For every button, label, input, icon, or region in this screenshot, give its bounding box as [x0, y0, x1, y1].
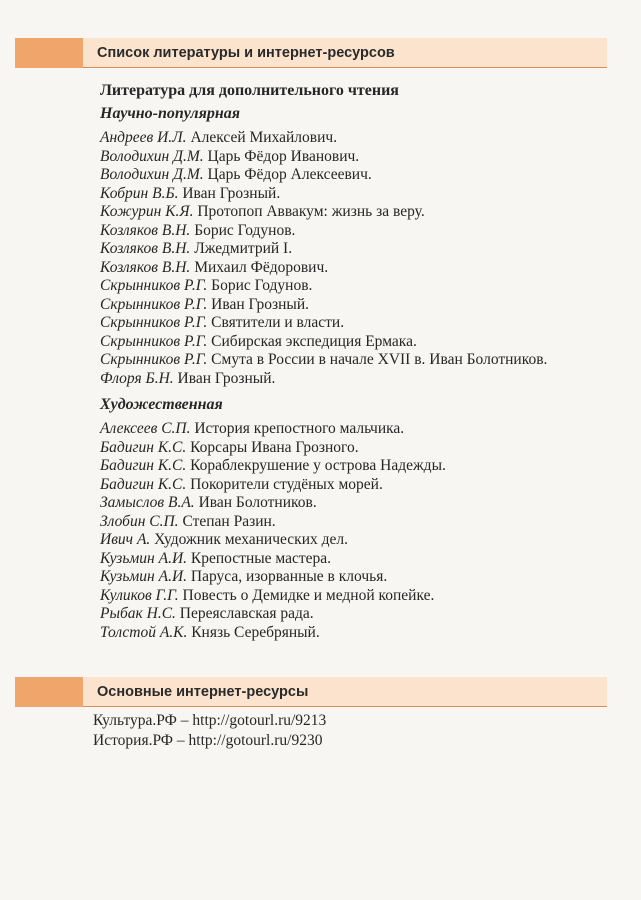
book-author: Бадигин К.С. [100, 457, 187, 474]
resource-url[interactable]: http://gotourl.ru/9213 [192, 712, 327, 729]
book-author: Володихин Д.М. [100, 166, 204, 183]
book-author: Бадигин К.С. [100, 475, 187, 493]
popular-subheading: Научно-популярная [100, 105, 240, 122]
internet-content [93, 711, 613, 751]
book-item [100, 513, 620, 532]
book-author: Козляков В.Н. [100, 258, 191, 276]
book-author: Кузьмин А.И. [100, 549, 188, 567]
book-item [100, 296, 620, 315]
literature-heading: Литература для дополнительного чтения [100, 82, 399, 99]
book-title: Повесть о Демидке и медной копейке. [182, 586, 435, 604]
fiction-subheading: Художественная [100, 396, 223, 413]
section-tab-accent [15, 38, 83, 68]
book-title: Иван Грозный. [177, 369, 276, 387]
book-author: Скрынников Р.Г. [100, 277, 208, 294]
book-title: Сибирская экспедиция Ермака. [211, 332, 417, 350]
book-item [100, 587, 620, 606]
literature-section-header [15, 38, 607, 68]
book-title: Корсары Ивана Грозного. [190, 438, 359, 456]
book-item [100, 333, 620, 352]
book-author: Рыбак Н.С. [100, 605, 176, 622]
book-title: Борис Годунов. [211, 277, 313, 294]
book-item [100, 370, 620, 389]
book-author: Замыслов В.А. [100, 494, 195, 511]
book-author: Андреев И.Л. [100, 129, 187, 146]
book-author: Куликов Г.Г. [100, 586, 179, 604]
book-author: Скрынников Р.Г. [100, 351, 208, 368]
book-item [100, 314, 620, 333]
book-title: Переяславская рада. [179, 605, 314, 622]
book-title: Паруса, изорванные в клочья. [190, 568, 388, 585]
book-author: Кобрин В.Б. [100, 184, 179, 202]
popular-list [100, 129, 620, 388]
internet-section-header [15, 677, 607, 707]
book-author: Алексеев С.П. [100, 420, 191, 437]
fiction-list [100, 420, 620, 642]
book-item [100, 222, 620, 241]
book-item [100, 185, 620, 204]
internet-section-title: Основные интернет-ресурсы [83, 677, 607, 707]
literature-content [100, 81, 620, 642]
book-item [100, 351, 620, 370]
resource-link-item: Культура.РФ – http://gotourl.ru/9213 [93, 712, 327, 729]
book-item [100, 439, 620, 458]
book-author: Козляков В.Н. [100, 221, 191, 239]
book-title: Иван Болотников. [198, 494, 317, 511]
book-title: Покорители студёных морей. [190, 475, 383, 493]
book-title: Степан Разин. [182, 512, 276, 530]
book-title: Святители и власти. [211, 314, 345, 331]
book-item [100, 476, 620, 495]
resource-link-item: История.РФ – http://gotourl.ru/9230 [93, 732, 323, 749]
section-tab-accent [15, 677, 83, 707]
book-item [100, 277, 620, 296]
book-author: Злобин С.П. [100, 512, 179, 530]
book-item [100, 531, 620, 550]
book-item [100, 624, 620, 643]
book-author: Скрынников Р.Г. [100, 295, 208, 313]
book-title: Царь Фёдор Иванович. [207, 147, 360, 165]
book-item [100, 166, 620, 185]
book-title: Царь Фёдор Алексеевич. [207, 166, 372, 183]
book-item [100, 568, 620, 587]
book-item [100, 457, 620, 476]
literature-section-title: Список литературы и интернет-ресурсов [83, 38, 607, 68]
internet-links-list [93, 711, 613, 751]
book-title: Художник механических дел. [154, 531, 348, 548]
resource-url[interactable]: http://gotourl.ru/9230 [188, 732, 323, 749]
book-title: Кораблекрушение у острова Надежды. [190, 457, 446, 474]
book-title: Иван Грозный. [182, 184, 281, 202]
book-author: Флоря Б.Н. [100, 369, 174, 387]
book-author: Кузьмин А.И. [100, 568, 188, 585]
book-title: Лжедмитрий I. [194, 240, 293, 257]
book-item [100, 259, 620, 278]
book-author: Кожурин К.Я. [100, 203, 194, 220]
book-author: Ивич А. [100, 531, 151, 548]
book-title: Протопоп Аввакум: жизнь за веру. [197, 203, 425, 220]
book-author: Козляков В.Н. [100, 240, 191, 257]
book-item [100, 148, 620, 167]
book-title: Смута в России в начале XVII в. Иван Болотников. [211, 351, 548, 368]
book-author: Толстой А.К. [100, 623, 188, 641]
book-author: Володихин Д.М. [100, 147, 204, 165]
book-author: Бадигин К.С. [100, 438, 187, 456]
book-item [100, 605, 620, 624]
book-title: Крепостные мастера. [190, 549, 332, 567]
book-item [100, 240, 620, 259]
resource-name: Культура.РФ [93, 712, 177, 729]
book-author: Скрынников Р.Г. [100, 314, 208, 331]
book-item [100, 550, 620, 569]
book-item [100, 420, 620, 439]
book-item [100, 129, 620, 148]
book-title: Иван Грозный. [211, 295, 310, 313]
book-author: Скрынников Р.Г. [100, 332, 208, 350]
book-title: Борис Годунов. [194, 221, 296, 239]
book-title: История крепостного мальчика. [194, 420, 405, 437]
book-item [100, 203, 620, 222]
resource-name: История.РФ [93, 732, 174, 749]
book-title: Михаил Фёдорович. [194, 258, 329, 276]
book-title: Алексей Михайлович. [190, 129, 338, 146]
book-title: Князь Серебряный. [191, 623, 320, 641]
book-item [100, 494, 620, 513]
